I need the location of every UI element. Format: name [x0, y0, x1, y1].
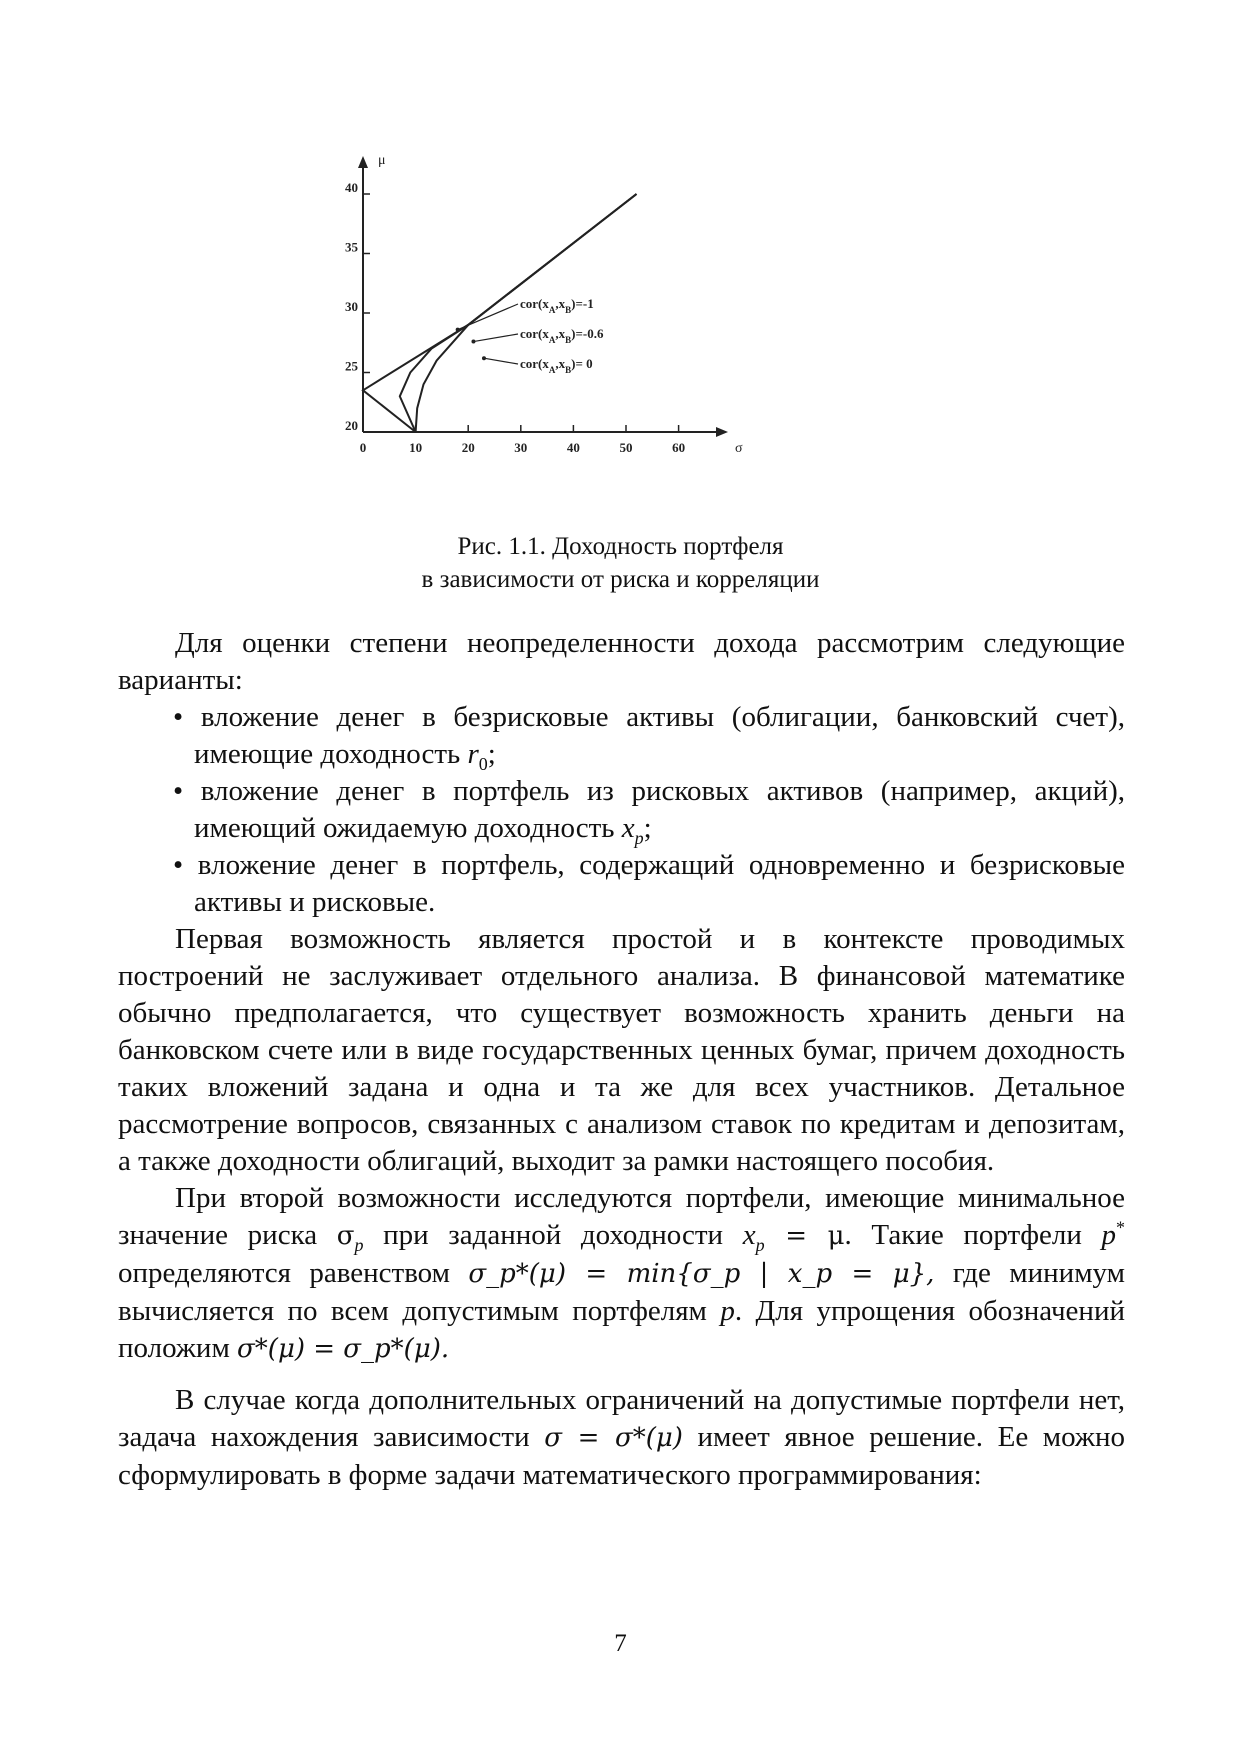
annotation-text-part: B: [565, 305, 572, 315]
annotation-text-part: ,x: [555, 356, 566, 371]
paragraph-intro: Для оценки степени неопределенности дохода рассмотрим следующие варианты:: [118, 627, 1125, 696]
formula-min: σ_p*(μ) = min{σ_p | x_p = μ},: [468, 1259, 935, 1289]
math-star: *: [1116, 1217, 1125, 1238]
paragraph-second-possibility: [118, 1180, 1125, 1368]
y-tick-label: 35: [345, 239, 358, 255]
annotation-text-part: )=-0.6: [571, 326, 604, 341]
bullet-item-1: [118, 699, 1125, 773]
bullet-item-2: [118, 773, 1125, 847]
annotation-text-part: )=-1: [571, 296, 594, 311]
bullet-mark: •: [173, 775, 184, 807]
formula-notation: σ*(μ) = σ_p*(μ).: [237, 1334, 450, 1364]
annotation-arrowhead-2: [471, 340, 475, 344]
bullet-end: ;: [487, 738, 496, 770]
text-run: где минимум вычисляется по всем допустимым портфелям: [118, 1257, 1126, 1327]
annotation-text-part: A: [548, 305, 556, 315]
text-run: В случае когда дополнительных ограничений на допустимые портфели нет, задача нахождения зависимости: [118, 1384, 1125, 1453]
math-sub: p: [755, 1234, 765, 1255]
bullet-text: вложение денег в портфель из рисковых активов (например, акций), имеющий ожидаемую доходность: [194, 775, 1125, 844]
y-axis-label: μ: [378, 153, 386, 168]
x-axis-arrow: [716, 427, 728, 437]
series-line-2: [400, 194, 637, 432]
annotation-leader-3: [484, 358, 518, 364]
var-r: r: [467, 738, 479, 770]
text-run: При второй возможности исследуются портфели, имеющие минимальное значение риска: [118, 1182, 1125, 1251]
annotation-arrowhead-3: [482, 356, 486, 360]
annotation-leader-2: [473, 334, 518, 342]
math-sub: p: [354, 1234, 364, 1255]
caption-line-2: в зависимости от риска и корреляции: [421, 566, 820, 593]
x-axis-label: σ: [735, 441, 743, 456]
bullet-item-3: [118, 847, 1125, 921]
page-number: 7: [614, 1630, 627, 1657]
text-run: имеет явное решение. Ее можно сформулировать в форме задачи математического программирования:: [118, 1421, 1125, 1491]
annotation-text-part: A: [548, 335, 556, 345]
annotation-text-part: B: [565, 365, 572, 375]
caption-line-1: Рис. 1.1. Доходность портфеля: [457, 533, 784, 560]
y-tick-label: 30: [345, 299, 358, 314]
figure-caption: [0, 530, 1241, 596]
var-x: x: [621, 812, 635, 844]
math-eq: = μ: [764, 1221, 845, 1251]
series-line-1: [363, 194, 637, 432]
chart-ticks: [345, 180, 685, 455]
chart-svg: [345, 153, 840, 520]
text-run: при заданной доходности: [363, 1219, 743, 1251]
x-tick-label: 50: [619, 440, 633, 455]
annotation-leader-1: [458, 304, 518, 330]
annotation-text-part: cor(x: [520, 296, 549, 311]
y-tick-label: 40: [345, 180, 358, 195]
annotation-text-part: B: [565, 335, 572, 345]
x-tick-label: 0: [359, 440, 367, 455]
x-tick-label: 60: [672, 440, 686, 455]
annotation-text-part: A: [548, 365, 556, 375]
annotation-text-part: ,x: [555, 326, 566, 341]
y-tick-label: 20: [345, 418, 358, 433]
x-tick-label: 30: [514, 440, 528, 455]
bullet-mark: •: [173, 701, 184, 733]
annotation-label-3: [520, 356, 593, 375]
bullet-mark: •: [173, 849, 184, 881]
y-axis-arrow: [358, 156, 368, 168]
paragraph-no-constraints: [118, 1382, 1125, 1494]
math-p: p: [1101, 1219, 1117, 1251]
text-run: . Такие портфели: [844, 1219, 1102, 1251]
body-text: [118, 625, 1125, 1494]
var-x-sub: p: [634, 827, 644, 848]
text-run: определяются равенством: [118, 1257, 469, 1289]
y-tick-label: 25: [345, 358, 358, 374]
series-line-3: [416, 194, 637, 432]
math-x: x: [742, 1219, 756, 1251]
bullet-text: вложение денег в портфель, содержащий одновременно и безрисковые активы и рисковые.: [194, 849, 1125, 918]
annotation-text-part: )= 0: [571, 356, 593, 371]
bullet-text: вложение денег в безрисковые активы (облигации, банковский счет), имеющие доходность: [194, 701, 1126, 770]
math-p: p: [720, 1295, 735, 1327]
math-sigma: σ: [336, 1221, 355, 1251]
annotation-arrowhead-1: [456, 328, 460, 332]
annotation-label-2: [520, 326, 604, 345]
annotation-text-part: cor(x: [520, 326, 549, 341]
x-tick-label: 10: [409, 440, 423, 455]
chart-series: [363, 194, 637, 432]
figure-chart: [345, 153, 840, 520]
annotation-text-part: ,x: [555, 296, 566, 311]
annotation-text-part: cor(x: [520, 356, 549, 371]
formula-sigma-star: σ = σ*(μ): [544, 1423, 683, 1453]
var-r-sub: 0: [478, 753, 488, 774]
bullet-end: ;: [643, 812, 652, 844]
chart-annotations: [456, 296, 604, 375]
annotation-label-1: [520, 296, 594, 315]
x-tick-label: 40: [566, 440, 580, 455]
x-tick-label: 20: [461, 440, 475, 455]
paragraph-first-possibility: Первая возможность является простой и в контексте проводимых построений не заслуживает отдельного анализа. В финансовой математике обычно предполагается, что существует возможность хранить деньги на банковском счете или в виде государственных ценных бумаг, причем доходность таких вложений задана и одна и та же для всех участников. Детальное рассмотрение вопросов, связанных с анализом ставок по кредитам и депозитам, а также доходности облигаций, выходит за рамки настоящего пособия.: [118, 923, 1125, 1177]
text-run: . Для упрощения обозначений положим: [118, 1295, 1125, 1364]
